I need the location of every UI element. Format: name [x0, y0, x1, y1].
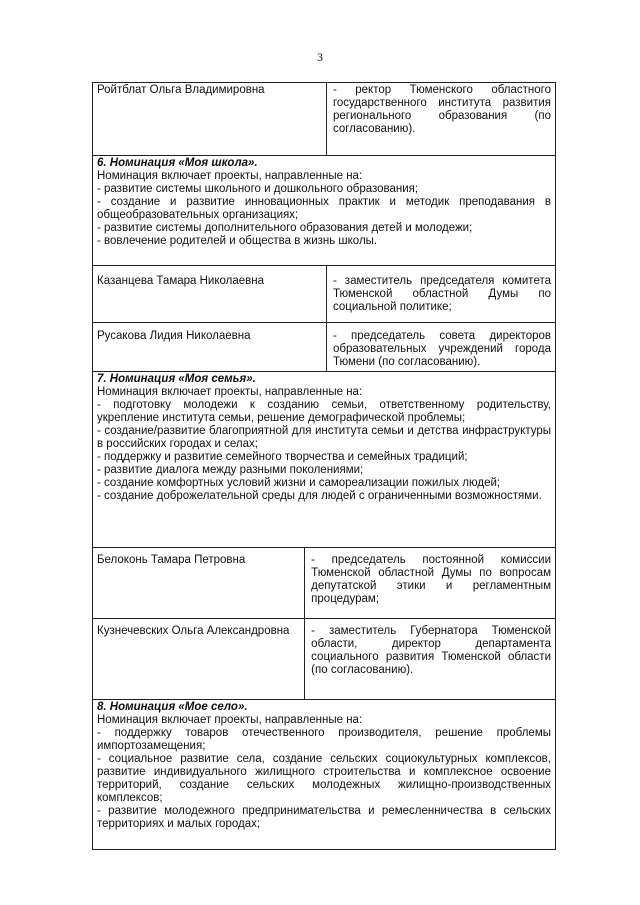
section-7-item: - создание комфортных условий жизни и самореализации пожилых людей; — [97, 477, 501, 489]
section-7-item: - подготовку молодежи к созданию семьи, ответственному родительству, укрепление института семьи, решение демографической проблемы; — [97, 399, 551, 424]
section-6-item: - развитие системы дополнительного образования детей и молодежи; — [97, 222, 473, 234]
member-name: Кузнечевских Ольга Александровна — [97, 625, 290, 637]
section-6-title: 6. Номинация «Моя школа». — [97, 157, 258, 169]
section-7-item: - создание/развитие благоприятной для института семьи и детства инфраструктуры в российских городах и селах; — [97, 425, 551, 450]
section-7 — [92, 372, 556, 548]
member-row — [92, 323, 556, 372]
section-6-item: - развитие системы школьного и дошкольного образования; — [97, 183, 419, 195]
section-6-item: - создание и развитие инновационных практик и методик преподавания в общеобразовательных организациях; — [97, 196, 551, 221]
member-role: - председатель совета директоров образовательных учреждений города Тюмени (по согласованию). — [326, 323, 555, 371]
section-8-intro: Номинация включает проекты, направленные на: — [97, 714, 363, 726]
section-8-item: - социальное развитие села, создание сельских социокультурных комплексов, развитие индивидуального жилищного строительства и комплексное освоение территорий, создание сельских молодежных жилищно-производственных комплексов; — [97, 753, 551, 804]
section-8 — [92, 700, 556, 850]
member-row — [92, 266, 556, 323]
member-role: - ректор Тюменского областного государственного института развития регионального образования (по согласованию). — [326, 83, 555, 155]
section-6-intro: Номинация включает проекты, направленные на: — [97, 170, 363, 182]
member-row — [92, 82, 556, 156]
section-7-item: - развитие диалога между разными поколениями; — [97, 464, 364, 476]
member-role: - председатель постоянной комиссии Тюменской областной Думы по вопросам депутатской этики и регламентным процедурам; — [304, 548, 555, 618]
commission-table — [92, 82, 556, 850]
member-row — [92, 619, 556, 700]
section-8-title: 8. Номинация «Мое село». — [97, 701, 248, 713]
member-name: Белоконь Тамара Петровна — [97, 554, 246, 566]
member-row — [92, 548, 556, 619]
member-role: - заместитель Губернатора Тюменской области, директор департамента социального развития Тюменской области (по согласованию). — [304, 619, 555, 699]
section-8-item: - поддержку товаров отечественного производителя, решение проблемы импортозамещения; — [97, 727, 551, 752]
section-8-item: - развитие молодежного предпринимательства и ремесленничества в сельских территориях и малых городах; — [97, 805, 551, 830]
section-7-item: - создание доброжелательной среды для людей с ограниченными возможностями. — [97, 490, 542, 502]
section-7-intro: Номинация включает проекты, направленные на: — [97, 386, 363, 398]
section-7-item: - поддержку и развитие семейного творчества и семейных традиций; — [97, 451, 468, 463]
member-role: - заместитель председателя комитета Тюменской областной Думы по социальной политике; — [326, 266, 555, 322]
section-6 — [92, 156, 556, 266]
page-number: 3 — [317, 50, 323, 64]
member-name: Казанцева Тамара Николаевна — [97, 275, 264, 287]
section-7-title: 7. Номинация «Моя семья». — [97, 373, 256, 385]
member-name: Ройтблат Ольга Владимировна — [97, 84, 265, 96]
section-6-item: - вовлечение родителей и общества в жизнь школы. — [97, 235, 378, 247]
member-name: Русакова Лидия Николаевна — [97, 330, 251, 342]
